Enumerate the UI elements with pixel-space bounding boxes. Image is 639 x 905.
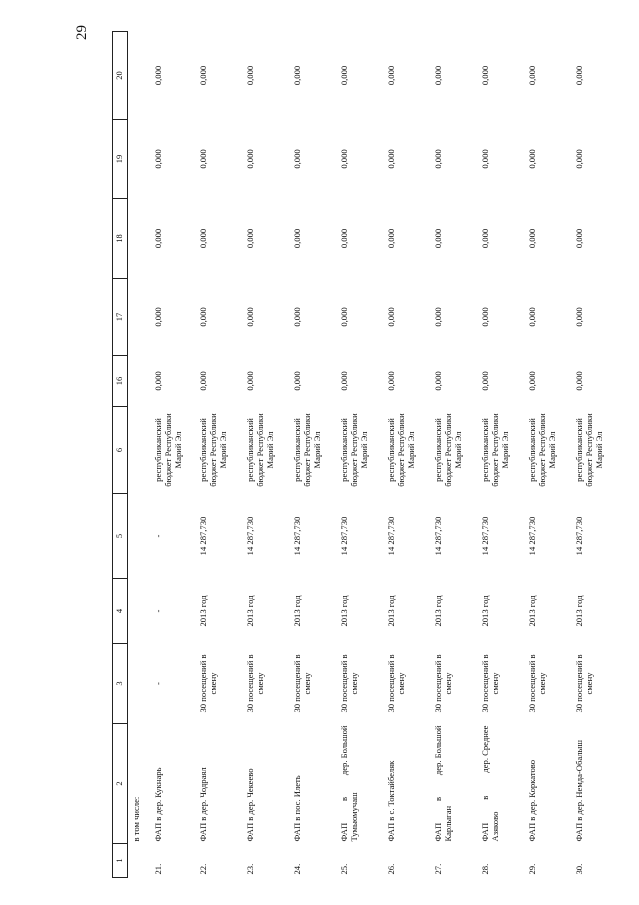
row-name-cell bbox=[526, 724, 573, 844]
row-year: 2013 год bbox=[245, 595, 255, 627]
row-name-cell bbox=[385, 724, 432, 844]
row-year: 2013 год bbox=[433, 595, 443, 627]
col-header: 2 bbox=[113, 724, 128, 844]
row-number: 28. bbox=[480, 863, 490, 875]
row-source: республиканский бюджет Республики Марий Эл bbox=[433, 413, 463, 487]
row-value-19: 0,000 bbox=[433, 149, 443, 169]
row-name-cell bbox=[291, 724, 338, 844]
row-name-part: ФАП bbox=[339, 822, 349, 842]
col-header: 1 bbox=[113, 844, 128, 878]
row-value-16: 0,000 bbox=[574, 371, 584, 391]
row-source: республиканский бюджет Республики Марий Эл bbox=[153, 413, 183, 487]
table-row bbox=[244, 32, 291, 878]
row-name-cell bbox=[244, 724, 291, 844]
row-value-17: 0,000 bbox=[480, 307, 490, 327]
col-header: 16 bbox=[113, 356, 128, 407]
table-row bbox=[385, 32, 432, 878]
row-cost: 14 287,730 bbox=[292, 516, 302, 556]
table-row bbox=[197, 32, 244, 878]
row-value-18: 0,000 bbox=[339, 228, 349, 249]
row-name: ФАП в дер. Немда-Обалыш bbox=[574, 740, 584, 842]
row-name-cell bbox=[152, 724, 197, 844]
row-name: ФАП в с. Токтайбеляк bbox=[386, 760, 396, 842]
row-name-cell bbox=[338, 724, 385, 844]
row-value-18: 0,000 bbox=[527, 228, 537, 249]
row-value-18: 0,000 bbox=[574, 228, 584, 249]
row-name: ФАП в дер. Кукнарь bbox=[153, 767, 163, 842]
col-header: 5 bbox=[113, 494, 128, 579]
row-value-20: 0,000 bbox=[339, 65, 349, 86]
row-source: республиканский бюджет Республики Марий Эл bbox=[386, 413, 416, 487]
row-year: 2013 год bbox=[480, 595, 490, 627]
row-number: 30. bbox=[574, 863, 584, 875]
row-value-18: 0,000 bbox=[433, 228, 443, 249]
row-year: 2013 год bbox=[292, 595, 302, 627]
row-cost: 14 287,730 bbox=[574, 516, 584, 556]
row-value-19: 0,000 bbox=[386, 149, 396, 169]
row-value-18: 0,000 bbox=[386, 228, 396, 249]
row-capacity: 30 посещений в смену bbox=[245, 654, 265, 713]
row-name-part: дер. Среднее bbox=[480, 725, 490, 773]
row-capacity: 30 посещений в смену bbox=[292, 654, 312, 713]
row-value-18: 0,000 bbox=[292, 228, 302, 249]
row-number: 22. bbox=[198, 863, 208, 875]
row-value-17: 0,000 bbox=[527, 307, 537, 327]
row-value-16: 0,000 bbox=[245, 371, 255, 391]
row-name-line2: Азяково bbox=[489, 811, 500, 842]
row-number: 23. bbox=[245, 863, 255, 875]
row-year: - bbox=[153, 609, 163, 613]
table-row bbox=[479, 32, 526, 878]
row-name-cell bbox=[479, 724, 526, 844]
row-value-16: 0,000 bbox=[386, 371, 396, 391]
row-value-20: 0,000 bbox=[292, 65, 302, 86]
row-capacity: 30 посещений в смену bbox=[386, 654, 406, 713]
data-table bbox=[112, 31, 620, 878]
row-cost: 14 287,730 bbox=[433, 516, 443, 556]
row-value-18: 0,000 bbox=[198, 228, 208, 249]
row-value-17: 0,000 bbox=[433, 307, 443, 327]
row-value-19: 0,000 bbox=[198, 149, 208, 169]
table-row bbox=[152, 32, 197, 878]
row-number: 25. bbox=[339, 863, 349, 875]
row-value-20: 0,000 bbox=[433, 65, 443, 86]
table-row bbox=[338, 32, 385, 878]
row-cost: 14 287,730 bbox=[339, 516, 349, 556]
row-cost: 14 287,730 bbox=[527, 516, 537, 556]
row-year: 2013 год bbox=[574, 595, 584, 627]
row-capacity: 30 посещений в смену bbox=[527, 654, 547, 713]
row-value-20: 0,000 bbox=[527, 65, 537, 86]
row-source: республиканский бюджет Республики Марий Эл bbox=[292, 413, 322, 487]
row-name-line2: Карлыган bbox=[442, 805, 453, 842]
row-name-part: в bbox=[339, 796, 349, 802]
col-header: 19 bbox=[113, 120, 128, 199]
col-header: 17 bbox=[113, 279, 128, 356]
row-capacity: 30 посещений в смену bbox=[339, 654, 359, 713]
row-source: республиканский бюджет Республики Марий Эл bbox=[245, 413, 275, 487]
row-value-19: 0,000 bbox=[480, 149, 490, 169]
row-value-18: 0,000 bbox=[153, 228, 163, 249]
subheader-row bbox=[128, 32, 153, 878]
row-value-18: 0,000 bbox=[245, 228, 255, 249]
row-cost: 14 287,730 bbox=[198, 516, 208, 556]
row-value-19: 0,000 bbox=[153, 149, 163, 169]
row-name-part: дер. Большой bbox=[339, 725, 349, 776]
row-value-17: 0,000 bbox=[198, 307, 208, 327]
row-name: ФАП в пос. Илеть bbox=[292, 775, 302, 842]
row-name-cell bbox=[197, 724, 244, 844]
row-value-16: 0,000 bbox=[433, 371, 443, 391]
row-year: 2013 год bbox=[198, 595, 208, 627]
row-name-part: дер. Большой bbox=[433, 725, 443, 776]
row-value-16: 0,000 bbox=[153, 371, 163, 391]
row-value-17: 0,000 bbox=[292, 307, 302, 327]
table-row bbox=[432, 32, 479, 878]
row-name: ФАП в дер. Коркатово bbox=[527, 759, 537, 842]
row-capacity: 30 посещений в смену bbox=[480, 654, 500, 713]
row-number: 29. bbox=[527, 863, 537, 875]
col-header: 3 bbox=[113, 644, 128, 724]
row-year: 2013 год bbox=[527, 595, 537, 627]
row-value-17: 0,000 bbox=[245, 307, 255, 327]
row-year: 2013 год bbox=[386, 595, 396, 627]
row-number: 27. bbox=[433, 863, 443, 875]
row-name-cell bbox=[573, 724, 620, 844]
row-source: республиканский бюджет Республики Марий Эл bbox=[198, 413, 228, 487]
row-value-16: 0,000 bbox=[527, 371, 537, 391]
row-value-16: 0,000 bbox=[198, 371, 208, 391]
row-value-20: 0,000 bbox=[480, 65, 490, 86]
row-capacity: 30 посещений в смену bbox=[433, 654, 453, 713]
col-header: 4 bbox=[113, 579, 128, 644]
row-value-17: 0,000 bbox=[574, 307, 584, 327]
row-value-17: 0,000 bbox=[153, 307, 163, 327]
row-value-20: 0,000 bbox=[386, 65, 396, 86]
row-value-20: 0,000 bbox=[153, 65, 163, 86]
col-header: 18 bbox=[113, 199, 128, 279]
row-name-part: ФАП bbox=[480, 822, 490, 842]
row-value-18: 0,000 bbox=[480, 228, 490, 249]
table-row bbox=[526, 32, 573, 878]
row-name: ФАП в дер. Чекеево bbox=[245, 768, 255, 842]
row-value-17: 0,000 bbox=[386, 307, 396, 327]
page-number: 29 bbox=[74, 25, 90, 40]
subheader-label: в том числе: bbox=[131, 796, 141, 842]
row-value-20: 0,000 bbox=[574, 65, 584, 86]
row-value-17: 0,000 bbox=[339, 307, 349, 327]
col-header: 6 bbox=[113, 407, 128, 494]
col-header: 20 bbox=[113, 32, 128, 120]
row-name-part: ФАП bbox=[433, 822, 443, 842]
table-row bbox=[573, 32, 620, 878]
header-row bbox=[113, 32, 128, 878]
row-capacity: - bbox=[153, 682, 163, 685]
row-value-19: 0,000 bbox=[527, 149, 537, 169]
row-cost: 14 287,730 bbox=[245, 516, 255, 556]
row-value-19: 0,000 bbox=[339, 149, 349, 169]
row-year: 2013 год bbox=[339, 595, 349, 627]
row-name-line2: Тумьюмучаш bbox=[348, 792, 359, 842]
row-value-16: 0,000 bbox=[339, 371, 349, 391]
row-value-20: 0,000 bbox=[245, 65, 255, 86]
row-number: 26. bbox=[386, 863, 396, 875]
row-value-16: 0,000 bbox=[480, 371, 490, 391]
row-number: 21. bbox=[153, 863, 163, 875]
row-name: ФАП в дер. Чодраял bbox=[198, 767, 208, 842]
table-row bbox=[291, 32, 338, 878]
row-source: республиканский бюджет Республики Марий Эл bbox=[574, 413, 604, 487]
row-cost: 14 287,730 bbox=[480, 516, 490, 556]
row-name-cell bbox=[432, 724, 479, 844]
row-source: республиканский бюджет Республики Марий Эл bbox=[480, 413, 510, 487]
row-name-part: в bbox=[433, 796, 443, 802]
row-cost: 14 287,730 bbox=[386, 516, 396, 556]
row-source: республиканский бюджет Республики Марий Эл bbox=[339, 413, 369, 487]
row-value-19: 0,000 bbox=[245, 149, 255, 169]
row-value-16: 0,000 bbox=[292, 371, 302, 391]
row-value-19: 0,000 bbox=[574, 149, 584, 169]
row-capacity: 30 посещений в смену bbox=[198, 654, 218, 713]
row-cost: - bbox=[153, 534, 163, 538]
rotated-table-container bbox=[112, 32, 622, 878]
row-name-part: в bbox=[480, 795, 490, 800]
row-capacity: 30 посещений в смену bbox=[574, 654, 594, 713]
row-value-19: 0,000 bbox=[292, 149, 302, 169]
row-value-20: 0,000 bbox=[198, 65, 208, 86]
row-source: республиканский бюджет Республики Марий Эл bbox=[527, 413, 557, 487]
row-number: 24. bbox=[292, 863, 302, 875]
